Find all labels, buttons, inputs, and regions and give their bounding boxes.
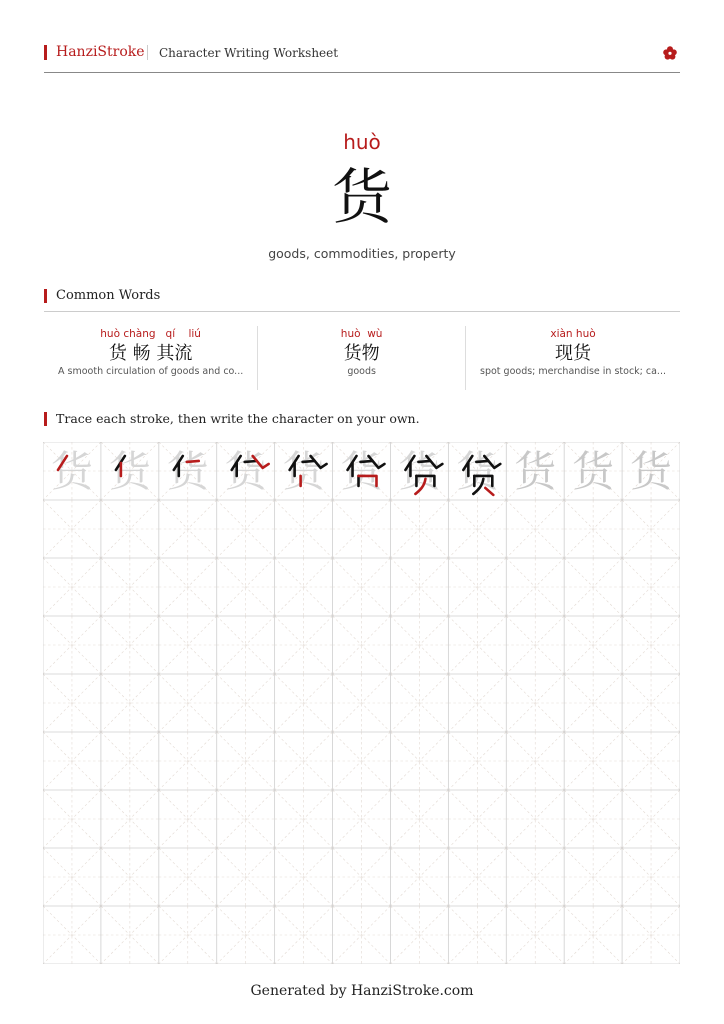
stroke-step — [418, 461, 430, 462]
stroke-step — [361, 461, 373, 462]
brand-name: HanziStroke — [56, 44, 145, 60]
word-pinyin: xiàn huò — [550, 328, 596, 340]
character-meaning: goods, commodities, property — [268, 246, 456, 261]
character-pinyin: huò — [343, 130, 381, 154]
word-hanzi: 货 畅 其流 — [108, 343, 193, 364]
trace-character[interactable]: 货 — [630, 447, 673, 496]
trace-character[interactable]: 货 — [456, 447, 499, 496]
practice-grid[interactable] — [43, 442, 680, 964]
common-words-list — [44, 326, 680, 390]
trace-character[interactable]: 货 — [514, 447, 557, 496]
brand-accent-bar — [44, 45, 47, 60]
footer-credit: Generated by HanziStroke.com — [250, 983, 474, 999]
word-card — [257, 326, 465, 390]
word-hanzi: 现货 — [555, 343, 591, 364]
trace-character[interactable]: 货 — [166, 447, 209, 496]
trace-character[interactable]: 货 — [108, 447, 151, 496]
trace-character[interactable]: 货 — [50, 447, 93, 496]
trace-character[interactable]: 货 — [398, 447, 441, 496]
word-definition: A smooth circulation of goods and co... — [58, 366, 244, 377]
header-divider — [147, 45, 148, 60]
trace-character[interactable]: 货 — [282, 447, 325, 496]
word-hanzi: 货物 — [343, 343, 380, 364]
word-definition: spot goods; merchandise in stock; ca... — [480, 366, 666, 377]
stroke-step — [303, 461, 315, 462]
section-accent-bar — [44, 412, 47, 426]
plum-blossom-icon — [662, 45, 678, 61]
trace-character[interactable]: 货 — [224, 447, 267, 496]
common-words-title: Common Words — [56, 288, 161, 303]
word-pinyin: huò chàng qí liú — [100, 328, 201, 340]
stroke-step — [245, 461, 257, 462]
word-card — [465, 326, 680, 390]
word-definition: goods — [347, 366, 376, 377]
main-character: 货 — [332, 163, 392, 233]
section-divider — [44, 311, 680, 312]
worksheet-header — [44, 42, 680, 73]
word-card — [44, 326, 257, 390]
header-subtitle: Character Writing Worksheet — [159, 46, 339, 60]
section-accent-bar — [44, 289, 47, 303]
trace-character[interactable]: 货 — [572, 447, 615, 496]
trace-character[interactable]: 货 — [340, 447, 383, 496]
stroke-step — [476, 461, 488, 462]
practice-instruction: Trace each stroke, then write the character on your own. — [56, 411, 420, 426]
word-pinyin: huò wù — [340, 328, 383, 340]
stroke-step — [187, 461, 199, 462]
